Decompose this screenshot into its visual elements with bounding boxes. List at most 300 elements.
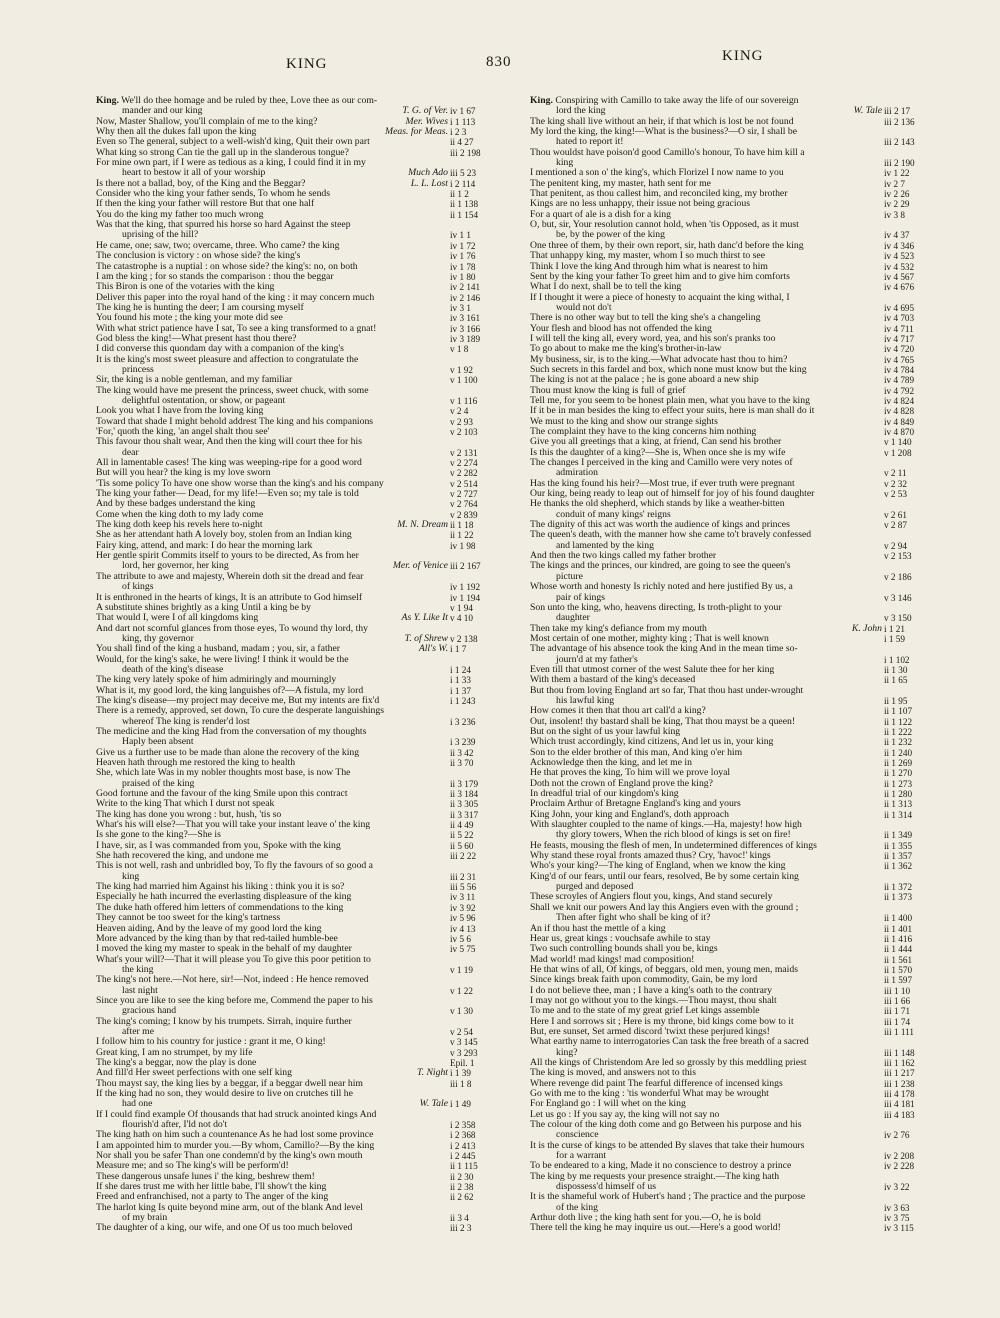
entry-quote: O, but, sir, Your resolution cannot hold, when 'tis Opposed, as it must <box>530 220 799 231</box>
entry-quote-continuation: daughter <box>556 613 590 624</box>
act-scene-line-ref: v 1 140 <box>884 437 948 447</box>
concordance-entry <box>530 437 948 447</box>
act-scene-line-ref: iv 4 346 <box>884 241 948 251</box>
concordance-entry <box>530 1058 948 1068</box>
act-scene-line-ref: iv 3 92 <box>450 903 514 913</box>
entry-quote-continuation: picture <box>556 571 583 582</box>
entry-quote: It is the king's most sweet pleasure and affection to congratulate the <box>96 354 359 365</box>
act-scene-line-ref: iv 2 29 <box>884 199 948 209</box>
concordance-entry <box>530 1027 948 1037</box>
act-scene-line-ref: ii 1 95 <box>884 696 948 706</box>
concordance-entry <box>530 1192 948 1213</box>
act-scene-line-ref: iv 2 146 <box>450 293 514 303</box>
entry-quote: The kings and the princes, our kindred, are going to see the queen's <box>530 561 791 572</box>
entry-quote: Which trust accordingly, kind citizens, And let us in, your king <box>530 737 774 748</box>
act-scene-line-ref: iii 1 71 <box>884 1006 948 1016</box>
concordance-entry <box>530 189 948 199</box>
concordance-entry <box>530 965 948 975</box>
entry-quote: Consider who the king your father sends, To whom he sends <box>96 189 331 200</box>
concordance-entry <box>530 210 948 220</box>
entry-quote: All in lamentable cases! The king was weeping-ripe for a good word <box>96 458 362 469</box>
concordance-entry <box>96 851 514 861</box>
concordance-entry <box>96 572 514 593</box>
act-scene-line-ref: iv 4 695 <box>884 303 948 313</box>
concordance-entry <box>530 1037 948 1058</box>
entry-quote: It is the curse of kings to be attended By slaves that take their humours <box>530 1140 805 1151</box>
concordance-entry <box>96 303 514 313</box>
concordance-entry <box>530 737 948 747</box>
entry-quote: The king is moved, and answers not to this <box>530 1068 697 1079</box>
concordance-entry <box>530 117 948 127</box>
entry-quote: Heaven aiding, And by the leave of my good lord the king <box>96 923 322 934</box>
entry-quote: King. Conspiring with Camillo to take away the life of our sovereign <box>530 96 799 106</box>
entry-quote-continuation: conscience <box>556 1130 599 1141</box>
act-scene-line-ref: iii 1 148 <box>884 1048 948 1058</box>
concordance-entry <box>530 892 948 902</box>
entry-quote: Since kings break faith upon commodity, Gain, be my lord <box>530 975 758 986</box>
concordance-entry <box>96 1172 514 1182</box>
act-scene-line-ref: i 1 49 <box>450 1099 514 1109</box>
act-scene-line-ref: iv 4 532 <box>884 262 948 272</box>
entry-quote: Would, for the king's sake, he were living! I think it would be the <box>96 654 349 665</box>
act-scene-line-ref: ii 2 30 <box>450 1172 514 1182</box>
act-scene-line-ref: i 2 368 <box>450 1130 514 1140</box>
concordance-entry <box>530 127 948 148</box>
entry-quote: Since you are like to see the king before me, Commend the paper to his <box>96 995 373 1006</box>
entry-quote: The king by me requests your presence straight.—The king hath <box>530 1171 780 1182</box>
entry-quote-continuation: dear <box>122 447 139 458</box>
entry-quote: If I could find example Of thousands that had struck anointed kings And <box>96 1109 377 1120</box>
act-scene-line-ref: iv 5 75 <box>450 944 514 954</box>
act-scene-line-ref: iv 4 849 <box>884 417 948 427</box>
entry-quote: Is there not a ballad, boy, of the King and the Beggar? <box>96 178 306 189</box>
act-scene-line-ref: iv 3 22 <box>884 1182 948 1192</box>
concordance-entry <box>530 779 948 789</box>
concordance-entry <box>96 541 514 551</box>
entry-quote-continuation: death of the king's disease <box>122 664 224 675</box>
act-scene-line-ref: i 1 7 <box>450 644 514 654</box>
act-scene-line-ref: iv 3 8 <box>884 210 948 220</box>
concordance-entry <box>96 603 514 613</box>
act-scene-line-ref: ii 1 273 <box>884 779 948 789</box>
act-scene-line-ref: v 2 131 <box>450 448 514 458</box>
concordance-entry <box>530 561 948 582</box>
act-scene-line-ref: iv 4 784 <box>884 365 948 375</box>
play-title: Mer. of Venice <box>392 560 448 572</box>
entry-quote: But thou from loving England art so far, That thou hast under-wrought <box>530 685 804 696</box>
concordance-entry <box>530 1110 948 1120</box>
act-scene-line-ref: ii 1 30 <box>884 665 948 675</box>
concordance-entry <box>96 996 514 1017</box>
concordance-entry <box>96 251 514 261</box>
entry-quote: The conclusion is victory : on whose side? the king's <box>96 251 301 262</box>
entry-quote: I am the king ; for so stands the comparison : thou the beggar <box>96 271 334 282</box>
entry-quote-continuation: the king <box>122 964 154 975</box>
act-scene-line-ref: iv 5 96 <box>450 913 514 923</box>
concordance-entry <box>530 944 948 954</box>
concordance-entry <box>96 189 514 199</box>
concordance-entry <box>530 665 948 675</box>
entry-quote: She as her attendant hath A lovely boy, stolen from an Indian king <box>96 530 352 541</box>
act-scene-line-ref: v 1 92 <box>450 365 514 375</box>
entry-quote: 'For,' quoth the king, 'an angel shalt thou see' <box>96 427 270 437</box>
concordance-entry <box>530 479 948 489</box>
act-scene-line-ref: i 1 21 <box>884 624 948 634</box>
entry-quote-continuation: whereof The king is render'd lost <box>122 716 250 727</box>
act-scene-line-ref: iii 1 217 <box>884 1068 948 1078</box>
entry-quote: With slaughter coupled to the name of kings.—Ha, majesty! how high <box>530 820 802 831</box>
entry-quote: Thou wouldst have poison'd good Camillo's honour, To have him kill a <box>530 147 805 158</box>
entry-quote: Write to the king That which I durst not speak <box>96 799 275 810</box>
act-scene-line-ref: iii 2 167 <box>450 561 514 571</box>
concordance-entry <box>96 117 514 127</box>
act-scene-line-ref: v 2 274 <box>450 458 514 468</box>
concordance-entry <box>530 355 948 365</box>
entry-quote: And then the two kings called my father brother <box>530 551 717 562</box>
act-scene-line-ref: v 2 93 <box>450 417 514 427</box>
entry-quote: Give you all greetings that a king, at friend, Can send his brother <box>530 437 782 448</box>
entry-quote-continuation: dispossess'd himself of us <box>556 1182 656 1193</box>
concordance-entry <box>530 768 948 778</box>
concordance-entry <box>96 1130 514 1140</box>
concordance-entry <box>530 934 948 944</box>
act-scene-line-ref: iii 1 66 <box>884 996 948 1006</box>
concordance-entry <box>530 924 948 934</box>
entry-quote: I did converse this quondam day with a companion of the king's <box>96 344 344 355</box>
act-scene-line-ref: iv 4 789 <box>884 375 948 385</box>
act-scene-line-ref: i 3 239 <box>450 737 514 747</box>
entry-quote: With what strict patience have I sat, To see a king transformed to a gnat! <box>96 323 377 334</box>
entry-quote: That would I, were I of all kingdoms king <box>96 613 259 624</box>
entry-quote: Son unto the king, who, heavens directing, Is troth-plight to your <box>530 602 782 613</box>
entry-quote: He that wins of all, Of kings, of beggars, old men, young men, maids <box>530 964 798 975</box>
concordance-entry <box>530 262 948 272</box>
entry-quote: I mentioned a son o' the king's, which Florizel I now name to you <box>530 168 784 179</box>
entry-quote: What king so strong Can tie the gall up in the slanderous tongue? <box>96 147 349 158</box>
concordance-entry <box>96 924 514 934</box>
concordance-entry <box>530 644 948 665</box>
act-scene-line-ref: iii 2 31 <box>450 872 514 882</box>
concordance-entry <box>96 282 514 292</box>
concordance-entry <box>530 1172 948 1193</box>
act-scene-line-ref: ii 1 107 <box>884 706 948 716</box>
entry-quote: If I thought it were a piece of honesty to acquaint the king withal, I <box>530 292 790 303</box>
play-title: W. Tale <box>419 1098 448 1110</box>
entry-quote: If she dares trust me with her little babe, I'll show't the king <box>96 1182 327 1193</box>
entry-quote: But, ere sunset, Set armed discord 'twixt these perjured kings! <box>530 1026 770 1037</box>
act-scene-line-ref: ii 3 70 <box>450 758 514 768</box>
entry-quote: How comes it then that thou art call'd a king? <box>530 706 706 717</box>
entry-quote: Think I love the king And through him what is nearest to him <box>530 261 768 272</box>
entry-quote: These scroyles of Angiers flout you, kings, And stand securely <box>530 892 773 903</box>
entry-quote-continuation: thy glory towers, When the rich blood of kings is set on fire! <box>556 830 791 841</box>
entry-quote: Then take my king's defiance from my mouth <box>530 623 707 634</box>
act-scene-line-ref: iv 3 63 <box>884 1203 948 1213</box>
concordance-entry <box>530 582 948 603</box>
act-scene-line-ref: v 1 100 <box>450 375 514 385</box>
concordance-entry <box>96 1203 514 1224</box>
act-scene-line-ref: ii 1 349 <box>884 830 948 840</box>
headword: King. <box>530 96 553 106</box>
entry-quote: The medicine and the king Had from the conversation of my thoughts <box>96 726 367 737</box>
entry-quote: If then the king your father will restore But that one half <box>96 199 315 210</box>
concordance-entry <box>96 861 514 882</box>
act-scene-line-ref: iv 2 7 <box>884 179 948 189</box>
entry-quote: With them a bastard of the king's deceased <box>530 675 696 686</box>
concordance-entry <box>96 1110 514 1131</box>
entry-quote: Doth not the crown of England prove the king? <box>530 778 713 789</box>
act-scene-line-ref: v 4 10 <box>450 613 514 623</box>
concordance-entry <box>530 406 948 416</box>
entry-quote: Sent by the king your father To greet him and to give him comforts <box>530 271 790 282</box>
act-scene-line-ref: iv 1 98 <box>450 541 514 551</box>
concordance-entry <box>96 551 514 572</box>
act-scene-line-ref: ii 1 570 <box>884 965 948 975</box>
concordance-entry <box>530 1141 948 1162</box>
concordance-entry <box>530 727 948 737</box>
entry-quote: For England go : I will whet on the king <box>530 1099 686 1110</box>
act-scene-line-ref: v 2 103 <box>450 427 514 437</box>
concordance-entry <box>96 96 514 117</box>
entry-quote: Thou mayst say, the king lies by a beggar, if a beggar dwell near him <box>96 1078 363 1089</box>
act-scene-line-ref: ii 1 444 <box>884 944 948 954</box>
act-scene-line-ref: i 2 3 <box>450 127 514 137</box>
act-scene-line-ref: ii 1 372 <box>884 882 948 892</box>
entry-quote: Here I and sorrows sit ; Here is my throne, bid kings come bow to it <box>530 1016 794 1027</box>
entry-quote-continuation: and lamented by the king <box>556 540 654 551</box>
concordance-entry <box>96 344 514 354</box>
concordance-entry <box>96 1037 514 1047</box>
concordance-entry <box>530 96 948 117</box>
entry-quote: I have, sir, as I was commanded from you, Spoke with the king <box>96 840 341 851</box>
entry-quote: Our king, being ready to leap out of himself for joy of his found daughter <box>530 489 815 500</box>
act-scene-line-ref: iii 1 74 <box>884 1017 948 1027</box>
concordance-entry <box>96 903 514 913</box>
entry-quote: This Biron is one of the votaries with the king <box>96 282 275 293</box>
play-title: Mer. Wives <box>405 115 448 127</box>
concordance-entry <box>96 499 514 509</box>
entry-quote: The king's a beggar, now the play is done <box>96 1057 257 1068</box>
concordance-entry <box>530 427 948 437</box>
concordance-entry <box>530 282 948 292</box>
entry-quote: Mad world! mad kings! mad composition! <box>530 954 695 965</box>
entry-quote: The king doth keep his revels here to-night <box>96 520 263 531</box>
entry-quote: The complaint they have to the king concerns him nothing <box>530 427 757 437</box>
act-scene-line-ref: iii 2 136 <box>884 117 948 127</box>
entry-quote: I follow him to his country for justice : grant it me, O king! <box>96 1037 326 1048</box>
entry-quote: He that proves the king, To him will we prove loyal <box>530 768 731 779</box>
entry-quote: There is a remedy, approved, set down, To cure the desperate languishings <box>96 706 384 717</box>
concordance-entry <box>96 1141 514 1151</box>
entry-quote: The daughter of a king, our wife, and one Of us too much beloved <box>96 1223 353 1234</box>
concordance-entry <box>530 861 948 871</box>
concordance-entry <box>96 199 514 209</box>
entry-quote: It is enthroned in the hearts of kings, It is an attribute to God himself <box>96 592 363 603</box>
entry-quote: Who's your king?—The king of England, when we know the king <box>530 861 786 872</box>
concordance-entry <box>530 220 948 241</box>
act-scene-line-ref: v 2 54 <box>450 1027 514 1037</box>
concordance-entry <box>96 1017 514 1038</box>
act-scene-line-ref: iv 2 26 <box>884 189 948 199</box>
act-scene-line-ref: iv 4 792 <box>884 386 948 396</box>
act-scene-line-ref: iv 3 161 <box>450 313 514 323</box>
entry-quote-continuation: pair of kings <box>556 592 605 603</box>
concordance-entry <box>96 955 514 976</box>
entry-quote-continuation: of the king <box>556 1202 598 1213</box>
play-title: T. Night <box>416 1067 448 1079</box>
entry-quote: My lord the king, the king!—What is the business?—O sir, I shall be <box>530 127 798 138</box>
entry-quote: Proclaim Arthur of Bretagne England's king and yours <box>530 799 741 810</box>
act-scene-line-ref: iv 4 13 <box>450 924 514 934</box>
concordance-entry <box>530 810 948 820</box>
entry-quote: I may not go without you to the kings.—Thou mayst, thou shalt <box>530 995 777 1006</box>
entry-quote-continuation: of my brain <box>122 1213 168 1224</box>
entry-quote-continuation: his lawful king <box>556 695 615 706</box>
concordance-entry <box>530 748 948 758</box>
concordance-entry <box>96 882 514 892</box>
act-scene-line-ref: v 2 11 <box>884 468 948 478</box>
act-scene-line-ref: iv 4 567 <box>884 272 948 282</box>
entry-quote: Give us a further use to be made than alone the recovery of the king <box>96 747 360 758</box>
act-scene-line-ref: v 2 61 <box>884 510 948 520</box>
entry-quote: The king's coming; I know by his trumpets. Sirrah, inquire further <box>96 1016 352 1027</box>
act-scene-line-ref: iv 3 166 <box>450 324 514 334</box>
act-scene-line-ref: ii 1 270 <box>884 768 948 778</box>
entry-quote: God bless the king!—What present hast thou there? <box>96 333 297 344</box>
entry-quote: A substitute shines brightly as a king Until a king be by <box>96 602 311 613</box>
entry-quote: Fairy king, attend, and mark: I do hear the morning lark <box>96 540 313 551</box>
concordance-entry <box>96 479 514 489</box>
right-column <box>530 96 948 1234</box>
concordance-entry <box>96 417 514 427</box>
entry-quote: To me and to the state of my great grief Let kings assemble <box>530 1006 760 1017</box>
concordance-entry <box>530 489 948 499</box>
concordance-entry <box>96 1182 514 1192</box>
entry-quote: If it be in man besides the king to effect your suits, here is man shall do it <box>530 406 815 417</box>
act-scene-line-ref: i 1 39 <box>450 1068 514 1078</box>
act-scene-line-ref: ii 1 357 <box>884 851 948 861</box>
entry-quote: Acknowledge then the king, and let me in <box>530 758 692 768</box>
act-scene-line-ref: i 3 236 <box>450 717 514 727</box>
act-scene-line-ref: iii 1 111 <box>884 1027 948 1037</box>
page-number: 830 <box>486 54 512 70</box>
left-column <box>96 96 514 1234</box>
concordance-entry <box>96 789 514 799</box>
act-scene-line-ref: ii 1 597 <box>884 975 948 985</box>
act-scene-line-ref: ii 1 2 <box>450 189 514 199</box>
concordance-entry <box>530 334 948 344</box>
entry-quote: You do the king my father too much wrong <box>96 209 264 220</box>
entry-quote: Freed and enfranchised, not a party to The anger of the king <box>96 1192 329 1203</box>
concordance-entry <box>530 551 948 561</box>
entry-quote: 'Tis some policy To have one show worse than the king's and his company <box>96 478 384 489</box>
entry-quote: The king has done you wrong : but, hush, 'tis so <box>96 809 282 820</box>
act-scene-line-ref: ii 1 22 <box>450 530 514 540</box>
entry-quote: The advantage of his absence took the king And in the mean time so- <box>530 644 798 655</box>
play-title: As Y. Like It <box>401 612 448 624</box>
entry-quote: Deliver this paper into the royal hand of the king : it may concern much <box>96 292 375 303</box>
act-scene-line-ref: ii 1 355 <box>884 841 948 851</box>
entry-quote: The harlot king Is quite beyond mine arm, out of the blank And level <box>96 1202 363 1213</box>
concordance-entry <box>530 1017 948 1027</box>
play-title: T. of Shrew <box>404 632 448 644</box>
concordance-entry <box>530 758 948 768</box>
concordance-entry <box>96 489 514 499</box>
entry-quote: The king's not here.—Not here, sir!—Not, indeed : He hence removed <box>96 975 369 986</box>
entry-quote: Even so The general, subject to a well-wish'd king, Quit their own part <box>96 137 370 148</box>
entry-quote: The duke hath offered him letters of commendations to the king <box>96 902 344 913</box>
entry-quote: He came, one; saw, two; overcame, three. Who came? the king <box>96 240 340 251</box>
concordance-entry <box>96 406 514 416</box>
act-scene-line-ref: ii 4 49 <box>450 820 514 830</box>
running-head-left: KING <box>286 56 328 72</box>
entry-quote: Shall we knit our powers And lay this Angiers even with the ground ; <box>530 902 799 913</box>
act-scene-line-ref: iv 2 208 <box>884 1151 948 1161</box>
concordance-entry <box>530 313 948 323</box>
act-scene-line-ref: iii 1 10 <box>884 986 948 996</box>
entry-quote: Thou must know the king is full of grief <box>530 385 686 396</box>
entry-quote-continuation: lord the king <box>556 106 606 117</box>
concordance-entry <box>96 975 514 996</box>
concordance-entry <box>530 251 948 261</box>
entry-quote: Great king, I am no strumpet, by my life <box>96 1047 253 1058</box>
act-scene-line-ref: iv 3 115 <box>884 1223 948 1233</box>
entry-quote: Toward that shade I might behold addrest The king and his companions <box>96 416 374 427</box>
entry-quote: You found his mote ; the king your mote did see <box>96 313 283 324</box>
concordance-entry <box>530 324 948 334</box>
entry-quote: Tell me, for you seem to be honest plain men, what you have to the king <box>530 395 810 406</box>
concordance-entry <box>530 1213 948 1223</box>
act-scene-line-ref: ii 1 222 <box>884 727 948 737</box>
concordance-entry <box>530 417 948 427</box>
headword: King. <box>96 96 119 106</box>
act-scene-line-ref: iv 4 523 <box>884 251 948 261</box>
entry-quote-continuation: admiration <box>556 468 598 479</box>
entry-quote-continuation: king <box>122 871 140 882</box>
play-title: Meas. for Meas. <box>385 126 448 138</box>
act-scene-line-ref: iv 4 37 <box>884 230 948 240</box>
act-scene-line-ref: i 2 358 <box>450 1120 514 1130</box>
act-scene-line-ref: i 1 59 <box>884 634 948 644</box>
concordance-entry <box>96 1223 514 1233</box>
concordance-entry <box>96 1048 514 1058</box>
act-scene-line-ref: ii 1 373 <box>884 892 948 902</box>
act-scene-line-ref: v 2 53 <box>884 489 948 499</box>
concordance-entry <box>530 1099 948 1109</box>
act-scene-line-ref: iii 2 3 <box>450 1223 514 1233</box>
concordance-entry <box>530 272 948 282</box>
act-scene-line-ref: v 1 8 <box>450 344 514 354</box>
concordance-entry <box>530 375 948 385</box>
act-scene-line-ref: v 1 19 <box>450 965 514 975</box>
entry-quote: The king shall live without an heir, if that which is lost be not found <box>530 116 794 127</box>
act-scene-line-ref: iv 1 72 <box>450 241 514 251</box>
play-title: All's W. <box>418 643 448 655</box>
concordance-entry <box>530 344 948 354</box>
entry-quote: Kings are no less unhappy, their issue not being gracious <box>530 199 750 210</box>
entry-quote: Was that the king, that spurred his horse so hard Against the steep <box>96 220 351 231</box>
act-scene-line-ref: ii 3 317 <box>450 810 514 820</box>
entry-quote-continuation: princess <box>122 364 154 375</box>
entry-quote: Come when the king doth to my lady come <box>96 509 264 520</box>
concordance-entry <box>96 179 514 189</box>
entry-quote: One three of them, by their own report, sir, hath danc'd before the king <box>530 240 804 251</box>
concordance-entry <box>530 789 948 799</box>
act-scene-line-ref: iii 4 181 <box>884 1099 948 1109</box>
play-title: L. L. Lost <box>410 177 448 189</box>
entry-quote: The king very lately spoke of him admiringly and mourningly <box>96 675 337 686</box>
concordance-entry <box>530 986 948 996</box>
